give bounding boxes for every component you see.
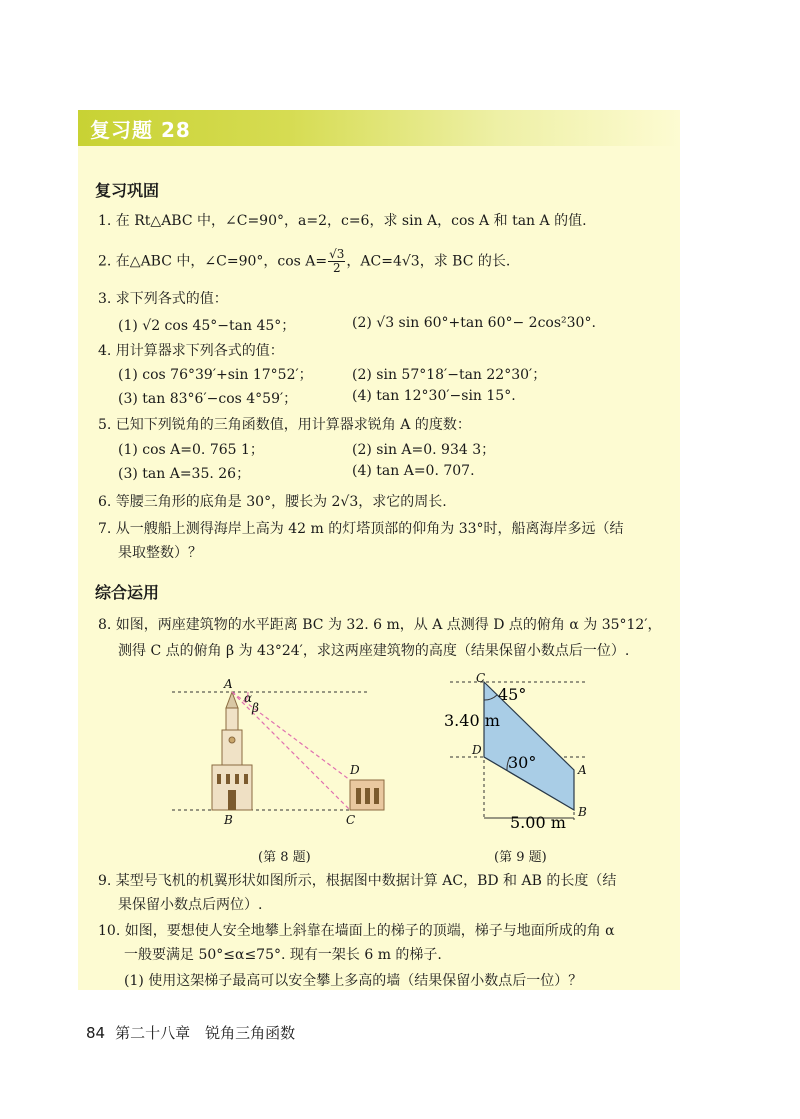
fig9-label-500: 5.00 m xyxy=(510,813,566,830)
question-9-line1: 9. 某型号飞机的机翼形状如图所示，根据图中数据计算 AC，BD 和 AB 的长度（结 xyxy=(98,873,617,889)
q2-num: √3 xyxy=(329,247,345,261)
question-4-a: (1) cos 76°39′+sin 17°52′； xyxy=(118,367,313,383)
fig8-label-alpha: α xyxy=(244,691,253,705)
section-apply: 综合运用 xyxy=(95,583,160,602)
question-4-b: (2) sin 57°18′−tan 22°30′； xyxy=(352,367,547,383)
page-footer xyxy=(86,1022,295,1043)
question-5-c: (3) tan A=35. 26； xyxy=(118,466,251,482)
fig8-label-D: D xyxy=(350,763,360,777)
fig9-label-45: 45° xyxy=(498,685,527,704)
chapter-title: 第二十八章 锐角三角函数 xyxy=(115,1024,296,1042)
question-5-stem: 5. 已知下列锐角的三角函数值，用计算器求锐角 A 的度数： xyxy=(98,417,471,433)
question-10-line1: 10. 如图，要想使人安全地攀上斜靠在墙面上的梯子的顶端，梯子与地面所成的角 α xyxy=(98,923,615,939)
figure-8-caption: (第 8 题) xyxy=(258,850,311,865)
question-1: 1. 在 Rt△ABC 中，∠C=90°，a=2，c=6，求 sin A，cos A 和 tan A 的值. xyxy=(98,213,587,229)
question-7-line2: 果取整数）？ xyxy=(118,545,202,561)
q2-fraction xyxy=(328,248,345,275)
question-10-line3: (1) 使用这架梯子最高可以安全攀上多高的墙（结果保留小数点后一位）？ xyxy=(124,973,583,989)
question-3-stem: 3. 求下列各式的值： xyxy=(98,291,228,307)
fig9-label-340: 3.40 m xyxy=(444,711,500,730)
section-consolidate: 复习巩固 xyxy=(95,181,160,200)
fig9-label-C: C xyxy=(476,671,486,685)
question-4-c: (3) tan 83°6′−cos 4°59′； xyxy=(118,391,298,407)
figure-9-caption: (第 9 题) xyxy=(494,850,547,865)
question-5-d: (4) tan A=0. 707. xyxy=(352,463,475,479)
question-2 xyxy=(98,248,510,275)
fig9-label-B: B xyxy=(578,805,587,819)
small-building xyxy=(350,780,384,810)
q2-suffix: ，AC=4√3，求 BC 的长. xyxy=(346,253,511,270)
question-3-a: (1) √2 cos 45°−tan 45°； xyxy=(118,318,296,334)
question-5-a: (1) cos A=0. 765 1； xyxy=(118,442,264,458)
question-4-stem: 4. 用计算器求下列各式的值： xyxy=(98,343,284,359)
question-9-line2: 果保留小数点后两位）. xyxy=(118,897,263,913)
fig8-label-B: B xyxy=(224,813,233,827)
fig9-label-30: 30° xyxy=(508,753,537,772)
tower-building xyxy=(212,692,252,810)
fig9-label-D: D xyxy=(472,743,482,757)
fig8-label-beta: β xyxy=(252,701,259,715)
question-4-d: (4) tan 12°30′−sin 15°. xyxy=(352,388,516,404)
question-10-line2: 一般要满足 50°≤α≤75°. 现有一架长 6 m 的梯子. xyxy=(124,947,442,963)
fig8-label-C: C xyxy=(346,813,356,827)
question-6: 6. 等腰三角形的底角是 30°，腰长为 2√3，求它的周长. xyxy=(98,494,447,510)
question-8-line1: 8. 如图，两座建筑物的水平距离 BC 为 32. 6 m，从 A 点测得 D 点的俯角 α 为 35°12′， xyxy=(98,617,662,633)
q2-den: 2 xyxy=(332,261,341,275)
question-5-b: (2) sin A=0. 934 3； xyxy=(352,442,496,458)
figure-8 xyxy=(160,670,390,830)
fig8-label-A: A xyxy=(224,677,233,691)
fig9-label-A: A xyxy=(578,763,587,777)
page-number: 84 xyxy=(86,1024,106,1042)
question-7-line1: 7. 从一艘船上测得海岸上高为 42 m 的灯塔顶部的仰角为 33°时，船离海岸多远（结 xyxy=(98,521,624,537)
question-8-line2: 测得 C 点的俯角 β 为 43°24′，求这两座建筑物的高度（结果保留小数点后一位）. xyxy=(118,643,630,659)
question-3-b: (2) √3 sin 60°+tan 60°− 2cos²30°. xyxy=(352,315,596,331)
figure-9 xyxy=(440,670,600,830)
q2-prefix: 2. 在△ABC 中，∠C=90°，cos A= xyxy=(98,253,328,270)
page-title: 复习题 28 xyxy=(90,118,191,142)
